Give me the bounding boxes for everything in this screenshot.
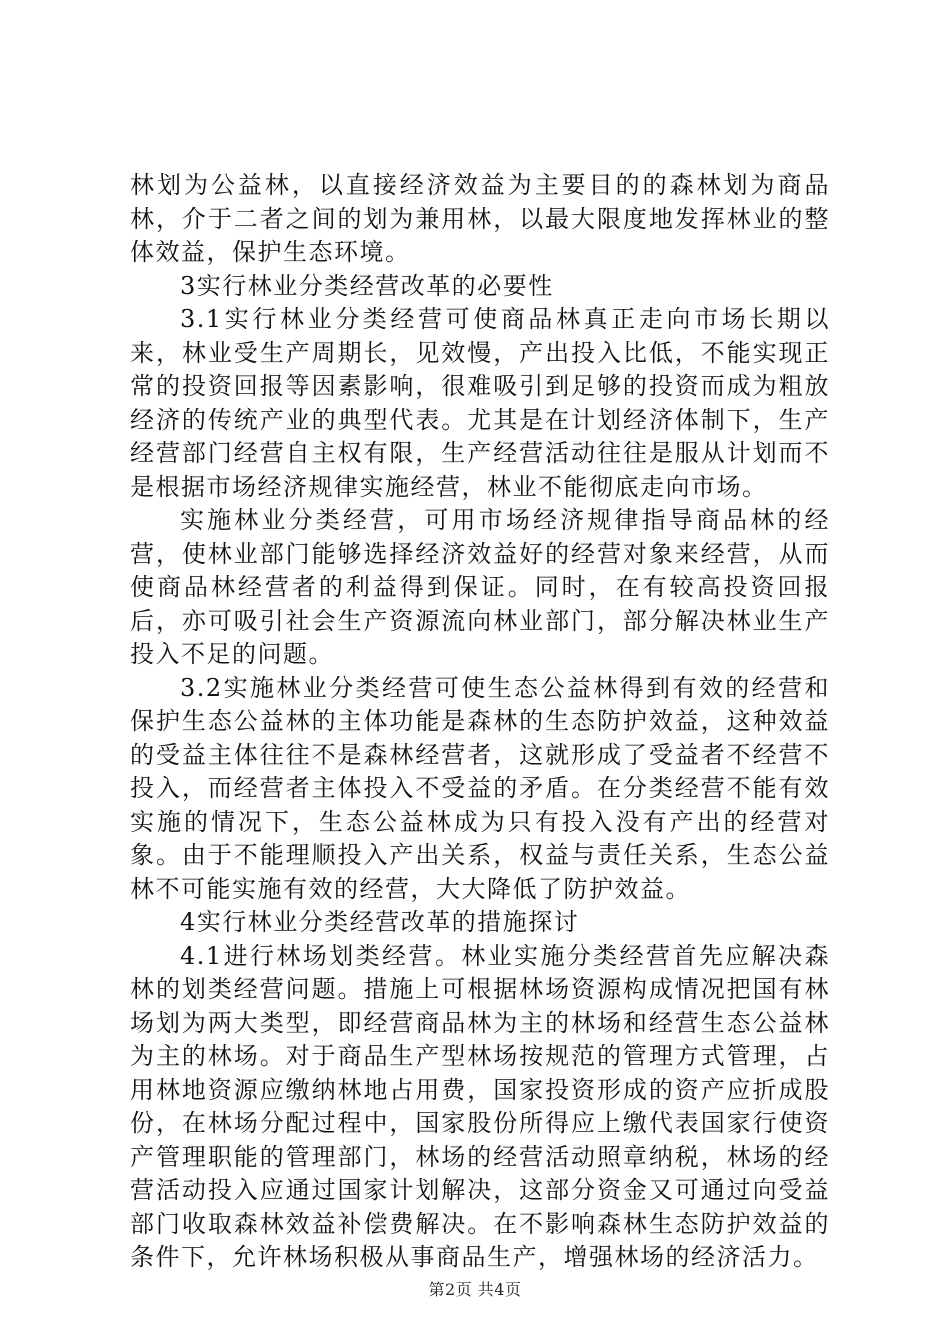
- section-heading-4: 4实行林业分类经营改革的措施探讨: [180, 908, 580, 936]
- paragraph-3-1: 3.1实行林业分类经营可使商品林真正走向市场长期以来，林业受生产周期长，见效慢，产出投入比低，不能实现正常的投资回报等因素影响，很难吸引到足够的投资而成为粗放经济的传统产业的典型代表。尤其是在计划经济体制下，生产经营部门经营自主权有限，生产经营活动往往是服从计划而不是根据市场经济规律实施经营，林业不能彻底走向市场。: [130, 305, 830, 501]
- paragraph-3-1-continued: 实施林业分类经营，可用市场经济规律指导商品林的经营，使林业部门能够选择经济效益好的经营对象来经营，从而使商品林经营者的利益得到保证。同时，在有较高投资回报后，亦可吸引社会生产资源流向林业部门，部分解决林业生产投入不足的问题。: [130, 506, 830, 668]
- page-number-footer: 第2页 共4页: [428, 1280, 522, 1299]
- paragraph-4-1: 4.1进行林场划类经营。林业实施分类经营首先应解决森林的划类经营问题。措施上可根据林场资源构成情况把国有林场划为两大类型，即经营商品林为主的林场和经营生态公益林为主的林场。对于商品生产型林场按规范的管理方式管理，占用林地资源应缴纳林地占用费，国家投资形成的资产应折成股份，在林场分配过程中，国家股份所得应上缴代表国家行使资产管理职能的管理部门，林场的经营活动照章纳税，林场的经营活动投入应通过国家计划解决，这部分资金又可通过向受益部门收取森林效益补偿费解决。在不影响森林生态防护效益的条件下，允许林场积极从事商品生产，增强林场的经济活力。: [130, 941, 830, 1271]
- section-heading-3: 3实行林业分类经营改革的必要性: [180, 271, 554, 300]
- document-body: [130, 169, 830, 1275]
- paragraph-1: 林划为公益林，以直接经济效益为主要目的的森林划为商品林，介于二者之间的划为兼用林，以最大限度地发挥林业的整体效益，保护生态环境。: [130, 171, 830, 266]
- paragraph-3-2: 3.2实施林业分类经营可使生态公益林得到有效的经营和保护生态公益林的主体功能是森林的生态防护效益，这种效益的受益主体往往不是森林经营者，这就形成了受益者不经营不投入，而经营者主体投入不受益的矛盾。在分类经营不能有效实施的情况下，生态公益林成为只有投入没有产出的经营对象。由于不能理顺投入产出关系，权益与责任关系，生态公益林不可能实施有效的经营，大大降低了防护效益。: [130, 673, 830, 903]
